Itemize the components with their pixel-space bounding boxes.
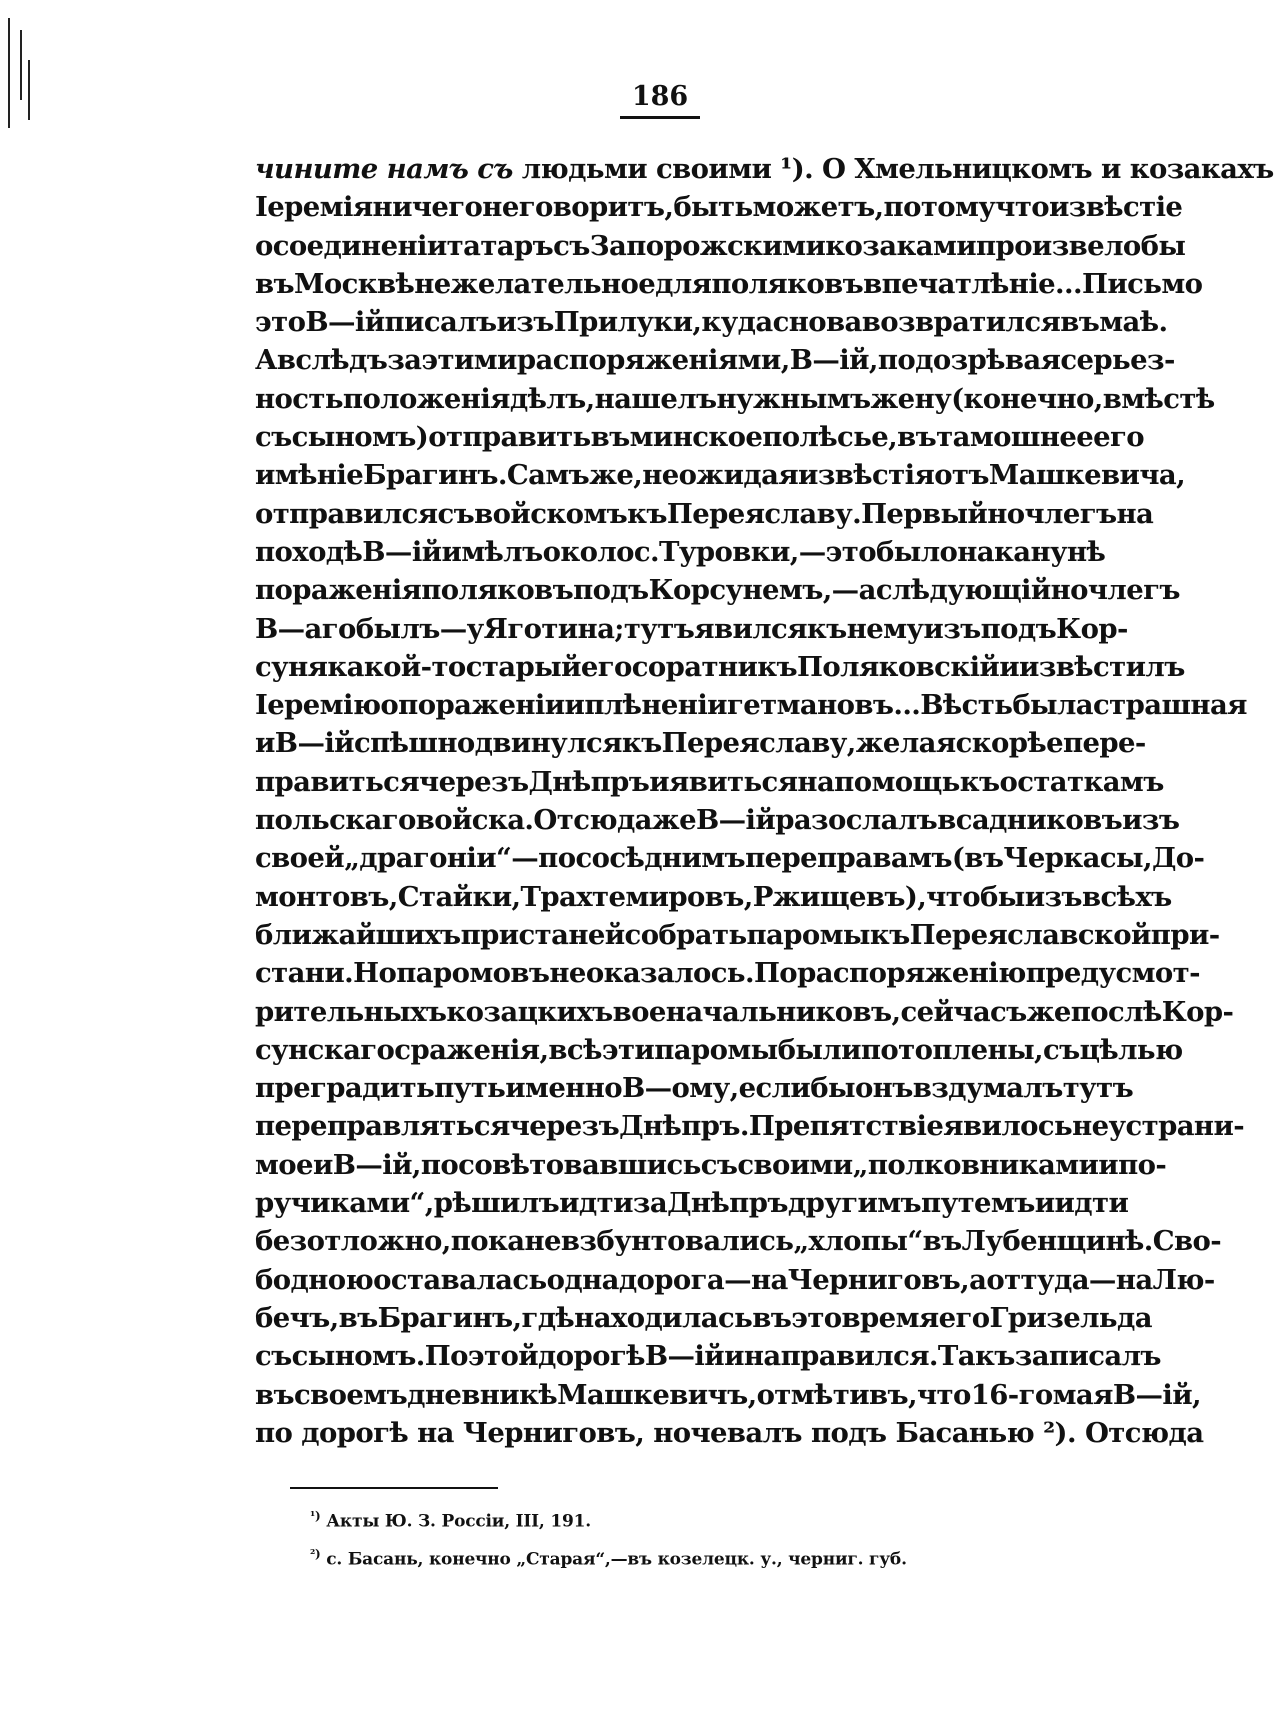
text-line-4: въ Москвѣ нежелательное для поляковъ впечатлѣніе... Письмо xyxy=(255,267,1203,300)
text-line-17: правиться черезъ Днѣпръ и явиться на помощь къ остаткамъ xyxy=(255,765,1164,798)
text-line-8: съ сыномъ) отправить въ минское полѣсье, въ тамошнее его xyxy=(255,421,1145,454)
text-line-5: это В—ій писалъ изъ Прилуки, куда снова возвратился въ маѣ. xyxy=(255,306,1168,339)
text-line-33: въ своемъ дневникѣ Машкевичъ, отмѣтивъ, что 16-го мая В—ій, xyxy=(255,1378,1201,1411)
footnote-1 xyxy=(310,1500,1070,1538)
text-line-30: бодною оставалась одна дорога—на Черниговъ, а оттуда—на Лю- xyxy=(255,1263,1215,1296)
text-line-12: пораженія поляковъ подъ Корсунемъ,—а слѣдующій ночлегъ xyxy=(255,574,1180,607)
italic-phrase: чините намъ съ xyxy=(255,153,513,185)
body-text xyxy=(255,150,1274,1452)
text-line-29: безотложно, пока не взбунтовались „хлопы“ въ Лубенщинѣ. Сво- xyxy=(255,1225,1222,1258)
text-line-28: ручиками“, рѣшилъ идти за Днѣпръ другимъ путемъ и идти xyxy=(255,1187,1129,1220)
text-line-27: мое и В—ій, посовѣтовавшись съ своими „полковниками и по- xyxy=(255,1148,1167,1181)
text-line-19: своей „драгоніи“—по сосѣднимъ переправамъ (въ Черкасы, До- xyxy=(255,842,1205,875)
footnote-2 xyxy=(310,1538,1070,1576)
text-line-22: стани. Но паромовъ не оказалось. По распоряженію предусмот- xyxy=(255,957,1200,990)
first-line-rest: людьми своими ¹). О Хмельницкомъ и козакахъ xyxy=(521,153,1274,185)
footnote-1-mark: ¹) xyxy=(310,1509,321,1523)
scan-artifact xyxy=(20,30,22,100)
footnote-2-text: с. Басань, конечно „Старая“,—въ козелецк. у., черниг. губ. xyxy=(326,1549,907,1570)
text-line-2: Іеремія ничего не говоритъ, быть можетъ, потому что извѣстіе xyxy=(255,191,1183,224)
text-line-20: монтовъ, Стайки, Трахтемировъ, Ржищевъ), чтобы изъ всѣхъ xyxy=(255,880,1172,913)
text-line-32: съ сыномъ. По этой дорогѣ В—ій и направился. Такъ записалъ xyxy=(255,1340,1161,1373)
text-line-14: суня какой-то старый его соратникъ Поляковскій и извѣстилъ xyxy=(255,650,1185,683)
scan-artifact xyxy=(8,18,10,128)
footnote-2-mark: ²) xyxy=(310,1546,321,1561)
footnote-1-text: Акты Ю. З. Россіи, III, 191. xyxy=(326,1511,591,1532)
text-line-1 xyxy=(255,150,1274,188)
text-line-15: Іеремію о пораженіи и плѣненіи гетмановъ... Вѣсть была страшная xyxy=(255,689,1247,722)
text-line-18: польскаго войска. Отсюда же В — ій разослалъ всадниковъ изъ xyxy=(255,804,1180,837)
text-line-13: В—аго былъ—у Яготина; тутъ явился къ нему изъ подъ Кор- xyxy=(255,612,1128,645)
text-line-10: отправился съ войскомъ къ Переяславу. Первый ночлегъ на xyxy=(255,497,1154,530)
page-number: 186 xyxy=(620,82,700,119)
text-line-24: сунскаго сраженія, всѣ эти паромы были потоплены, съ цѣлью xyxy=(255,1033,1183,1066)
text-line-3: о соединеніи татаръ съ Запорожскими козаками произвело бы xyxy=(255,229,1186,262)
text-line-26: переправляться черезъ Днѣпръ. Препятствіе явилось неустрани- xyxy=(255,1110,1245,1143)
text-line-11: походѣ В—ій имѣлъ около с. Туровки,—это было наканунѣ xyxy=(255,535,1106,568)
scan-artifact xyxy=(28,60,30,120)
text-line-16: и В—ій спѣшно двинулся къ Переяславу, желая скорѣе пере- xyxy=(255,727,1146,760)
text-line-6: А вслѣдъ за этими распоряженіями, В—ій, подозрѣвая серьез- xyxy=(255,344,1175,377)
text-line-25: преградить путь именно В—ому, если бы онъ вздумалъ тутъ xyxy=(255,1072,1134,1105)
text-line-34: по дорогѣ на Черниговъ, ночевалъ подъ Басанью ²). Отсюда xyxy=(255,1416,1204,1449)
text-line-31: бечъ, въ Брагинъ, гдѣ находилась въ это время его Гризельда xyxy=(255,1301,1152,1334)
text-line-7: ность положенія дѣлъ, нашелъ нужнымъ жену (конечно, вмѣстѣ xyxy=(255,382,1215,415)
footnotes xyxy=(310,1500,1070,1575)
text-line-9: имѣніе Брагинъ. Самъ же, не ожидая извѣстія отъ Машкевича, xyxy=(255,459,1186,492)
text-line-21: ближайшихъ пристаней собрать паромы къ Переяславской при- xyxy=(255,918,1220,951)
text-line-23: рительныхъ козацкихъ военачальниковъ, сейчасъ же послѣ Кор- xyxy=(255,995,1234,1028)
footnote-divider xyxy=(290,1487,498,1489)
